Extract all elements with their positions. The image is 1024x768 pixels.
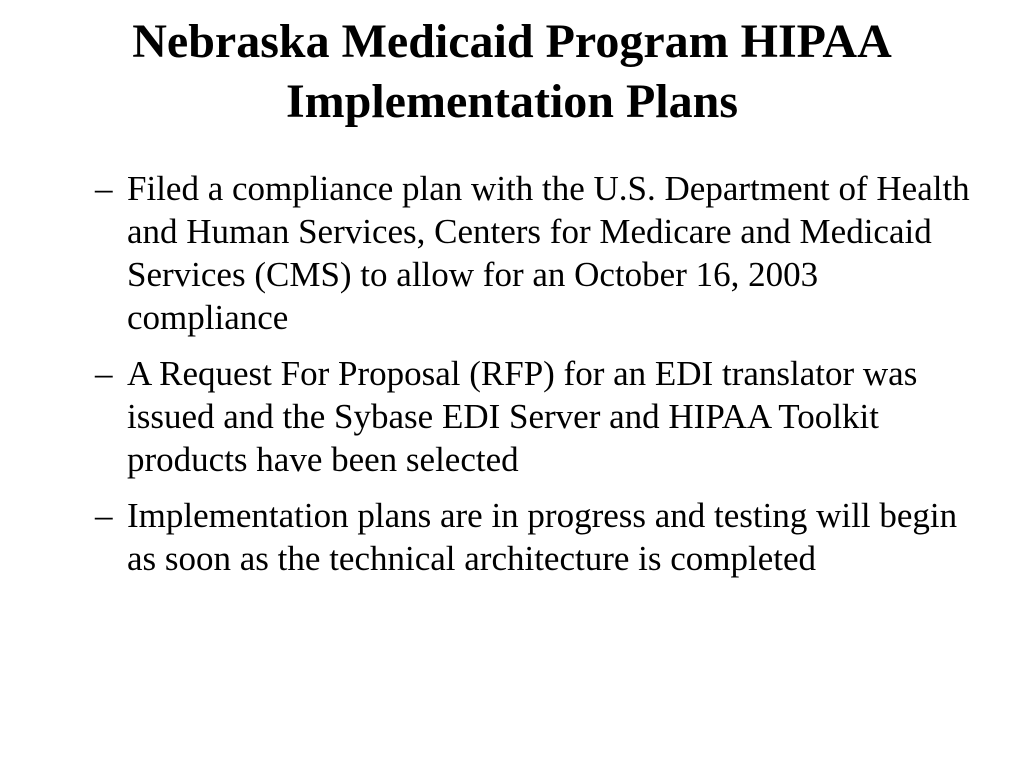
bullet-text: Implementation plans are in progress and testing will begin as soon as the technical architecture is completed [127,496,958,578]
dash-bullet-icon: – [95,354,113,393]
bullet-item [0,167,987,339]
bullet-item [0,352,987,481]
dash-bullet-icon: – [95,169,113,208]
bullet-text: Filed a compliance plan with the U.S. Department of Health and Human Services, Centers for Medicare and Medicaid Services (CMS) to allow for an October 16, 2003 compliance [127,169,970,337]
bullet-list [0,167,1024,593]
dash-bullet-icon: – [95,496,113,535]
bullet-item [0,494,987,580]
slide-title: Nebraska Medicaid Program HIPAA Implementation Plans [132,15,892,128]
bullet-text: A Request For Proposal (RFP) for an EDI translator was issued and the Sybase EDI Server and HIPAA Toolkit products have been selected [127,354,918,479]
